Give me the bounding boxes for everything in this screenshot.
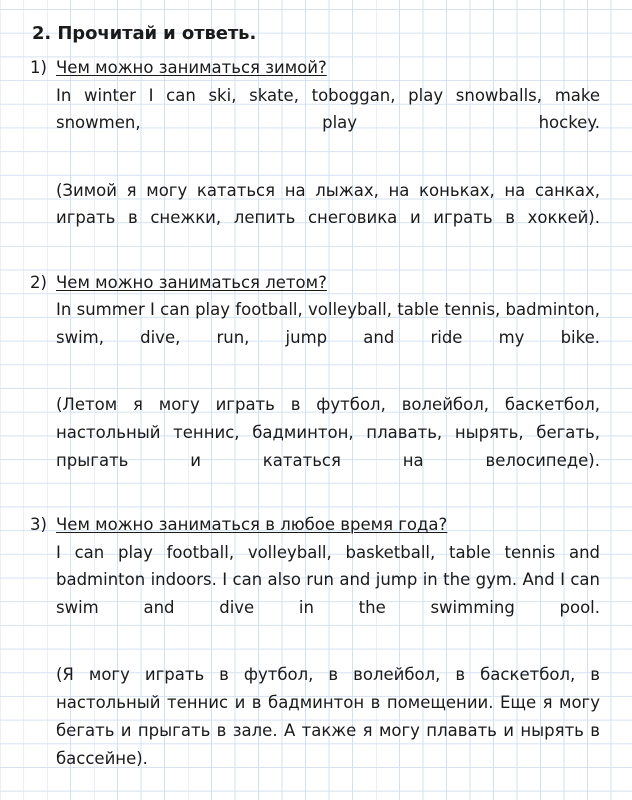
- question-text-1: Чем можно заниматься зимой?: [56, 58, 327, 77]
- translation-text-3: (Я могу играть в футбол, в волейбол, в баскетбол, в настольный теннис и в бадминтон в помещении. Еще я могу бегать и прыгать в зале. А также я могу плавать и нырять в бассейне).: [56, 665, 600, 768]
- question-text-2: Чем можно заниматься летом?: [56, 272, 327, 292]
- item-number-3: 3): [30, 515, 47, 535]
- page-title: 2. Прочитай и ответь.: [32, 23, 257, 44]
- answer-text-1: In winter I can ski, skate, toboggan, play snowballs, make snowmen, play hockey.: [56, 85, 600, 133]
- question-text-3: Чем можно заниматься в любое время года?: [56, 515, 448, 535]
- question-line-3: [56, 511, 600, 539]
- item-number-1: 1): [30, 58, 47, 77]
- translation-text-1: (Зимой я могу кататься на лыжах, на коньках, на санках, играть в снежки, лепить снеговика и играть в хоккей).: [56, 180, 600, 228]
- answer-text-2: In summer I can play football, volleyball, table tennis, badminton, swim, dive, run, jump and ride my bike.: [56, 300, 600, 347]
- list-item: [30, 511, 600, 800]
- item-body-1: [56, 54, 600, 260]
- translation-text-2: (Летом я могу играть в футбол, волейбол, баскетбол, настольный теннис, бадминтон, плавать, нырять, бегать, прыгать и кататься на велосипеде).: [56, 395, 600, 470]
- item-body-3: [56, 511, 600, 800]
- question-line-2: [56, 269, 600, 297]
- list-item: [30, 54, 600, 260]
- item-number-2: 2): [30, 272, 47, 292]
- question-line-1: [56, 54, 600, 82]
- list-item: [30, 269, 600, 502]
- question-answer-list: [30, 54, 600, 800]
- answer-text-3: I can play football, volleyball, basketball, table tennis and badminton indoors. I can also run and jump in the gym. And I can swim and dive in the swimming pool.: [56, 542, 600, 618]
- item-body-2: [56, 269, 600, 502]
